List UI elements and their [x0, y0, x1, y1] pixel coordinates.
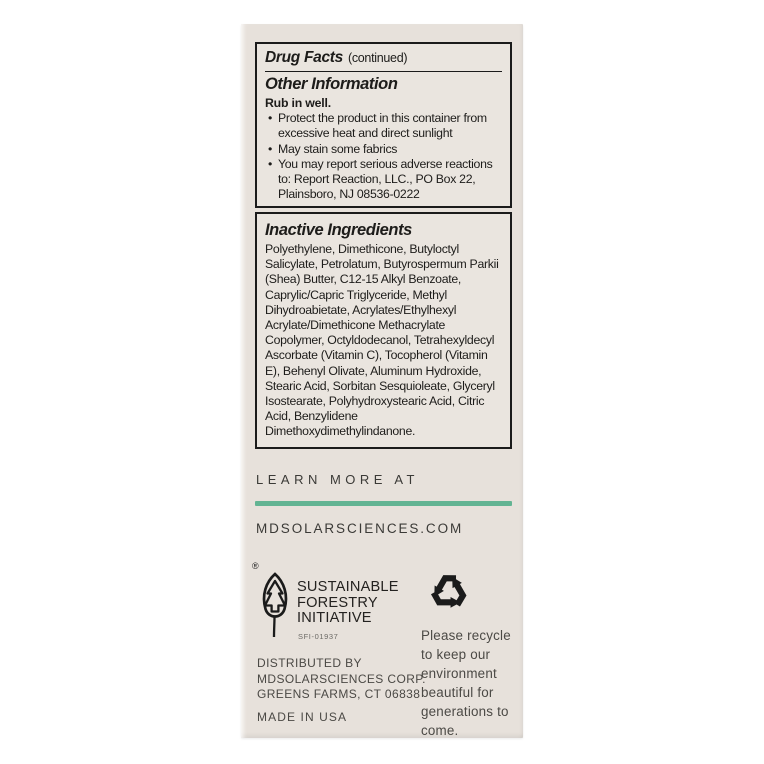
- recycle-message: Please recycle to keep our environment beautiful for generations to come.: [421, 628, 511, 738]
- rub-in-well-note: Rub in well.: [265, 96, 331, 110]
- sfi-word-forestry: FORESTRY: [297, 594, 378, 611]
- distributor-name: MDSOLARSCIENCES CORP.: [257, 671, 426, 686]
- made-in-usa-label: MADE IN USA: [257, 710, 348, 724]
- recycle-icon: [426, 569, 472, 615]
- registered-trademark-symbol: ®: [252, 561, 259, 571]
- distributor-address: GREENS FARMS, CT 06838: [257, 687, 421, 701]
- learn-more-label: LEARN MORE AT: [256, 472, 420, 487]
- sfi-certificate-number: SFI-01937: [298, 631, 339, 641]
- inactive-ingredients-list: Polyethylene, Dimethicone, Butyloctyl Salicylate, Petrolatum, Butyrospermum Parkii (Shea) Butter, C12-15 Alkyl Benzoate, Caprylic/Capric Triglyceride, Methyl Dihydroabietate, Acrylates/Ethylhexyl Acrylate/Dimethicone Methacrylate Copolymer, Octyldodecanol, Tetrahexyldecyl Ascorbate (Vitamin C), Tocopherol (Vitamin E), Behenyl Olivate, Aluminum Hydroxide, Stearic Acid, Sorbitan Sesquioleate, Glyceryl Isostearate, Polyhydroxystearic Acid, Citric Acid, Benzylidene Dimethoxydimethylindanone.: [265, 242, 499, 439]
- bullet-protect-product: • Protect the product in this container from excessive heat and direct sunlight: [265, 111, 502, 142]
- distributed-by-label: DISTRIBUTED BY: [257, 656, 362, 670]
- drug-facts-title: Drug Facts: [265, 49, 343, 66]
- sfi-logo-text: [297, 580, 399, 644]
- other-information-heading: Other Information: [265, 75, 398, 93]
- bullet-may-stain: • May stain some fabrics: [265, 142, 502, 157]
- distributor-block: [257, 656, 426, 703]
- accent-divider-bar: [255, 501, 512, 506]
- drug-facts-header: [265, 49, 502, 72]
- inactive-ingredients-heading: Inactive Ingredients: [265, 221, 412, 239]
- sfi-word-initiative: INITIATIVE: [297, 610, 372, 626]
- bullet-report-reactions: • You may report serious adverse reactions to: Report Reaction, LLC., PO Box 22, Plainsboro, NJ 08536-0222: [265, 157, 502, 203]
- drug-facts-continued-label: (continued): [347, 51, 408, 65]
- drug-facts-panel: [255, 42, 512, 208]
- inactive-ingredients-panel: [255, 212, 512, 449]
- website-url: MDSOLARSCIENCES.COM: [256, 521, 464, 536]
- product-box-back-panel: [241, 24, 523, 738]
- other-information-bullet-list: [265, 111, 502, 203]
- sfi-word-sustainable: SUSTAINABLE: [297, 579, 399, 595]
- sfi-leaf-icon: [253, 567, 297, 651]
